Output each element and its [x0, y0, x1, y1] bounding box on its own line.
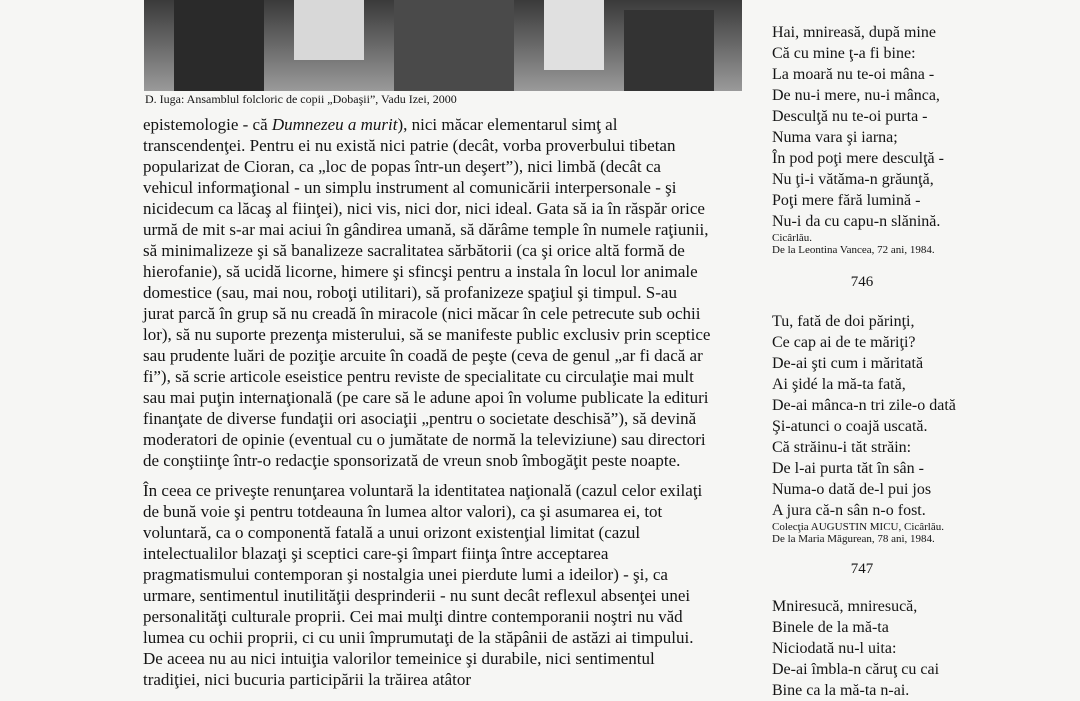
- poem-number: 747: [850, 561, 874, 577]
- text-line: epistemologie - că Dumnezeu a murit), nici măcar elementarul simţ al: [143, 115, 618, 134]
- verse-line: Tu, fată de doi părinţi,: [772, 313, 915, 330]
- text-line: intelectualilor blazaţi şi sceptici care-şi împart fiinţa între acceptarea: [143, 544, 609, 563]
- text-line: de conştiinţe într-o redacţie sponsorizată de vreun snob îmbogăţit peste noapte.: [143, 451, 681, 470]
- text-line: sau mai puţin internaţională (pe care să le adune apoi în volume publicate la edituri: [143, 388, 709, 407]
- text-line: lor), să nu suporte prezenţa misterului, să se manifeste public exclusiv prin sceptice: [143, 325, 711, 344]
- verse-line: Nu-i da cu capu-n slănină.: [772, 213, 941, 230]
- text-line: urmare, sentimentul inutilităţii desprinderii - nu sunt decât reflexul absenţei unei: [143, 586, 691, 605]
- verse-line: De nu-i mere, nu-i mânca,: [772, 87, 940, 104]
- paragraph-2: [143, 480, 743, 690]
- text-line: pragmatismului contemporan şi nostalgia unei pierdute lumi a ideilor) - şi, ca: [143, 565, 668, 584]
- verse-line: De-ai şti cum i măritată: [772, 355, 924, 372]
- text-line: fi”), să scrie articole eseistice pentru reviste de specialitate cu circulaţie mai mult: [143, 367, 694, 386]
- verse-line: Desculţă nu te-oi purta -: [772, 108, 928, 125]
- text-line: sau prudente luări de poziţie arcuite în coadă de peşte (ceva de genul „ar fi dacă ar: [143, 346, 703, 365]
- verse-line: Hai, mnireasă, după mine: [772, 24, 936, 41]
- poem-source: [772, 521, 1012, 545]
- text-line: jurat parcă în grup să nu creadă în miracole (nici măcar în cele petrecute sub ochii: [143, 304, 701, 323]
- text-line: domestice (sau, mai nou, roboţi utilitari), să profanizeze spaţiul şi timpul. S-au: [143, 283, 677, 302]
- poems-column: [772, 22, 1012, 701]
- verse-line: Numa-o dată de-l pui jos: [772, 481, 932, 498]
- verse-line: Numa vara şi iarna;: [772, 129, 898, 146]
- text-line: urmă de mit s-ar mai aciui în gândirea umană, să dărâme temple în numele raţiunii,: [143, 220, 709, 239]
- verse-line: Binele de la mă-ta: [772, 619, 889, 636]
- poem-746: [772, 311, 1012, 545]
- verse-line: Şi-atunci o coajă uscată.: [772, 418, 928, 435]
- text-line: În ceea ce priveşte renunţarea voluntară la identitatea naţională (cazul celor exilaţi: [143, 481, 703, 500]
- text-line: De aceea nu au nici intuiţia valorilor temeinice şi durabile, nici sentimentul: [143, 649, 655, 668]
- text-line: nicidecum ca lăcaş al fiinţei), nici vis, nici dor, nici ideal. Gata să ia în răspăr orice: [143, 199, 705, 218]
- poem-747: [772, 596, 1012, 701]
- source-line: Cicârlău.: [772, 232, 813, 244]
- verse-line: Că cu mine ţ-a fi bine:: [772, 45, 916, 62]
- source-line: De la Maria Măgurean, 78 ani, 1984.: [772, 533, 935, 545]
- text-line: finanţate de diverse fundaţii ori asociaţii „pentru o societate deschisă”), să devină: [143, 409, 697, 428]
- photo-caption: D. Iuga: Ansamblul folcloric de copii „Dobaşii”, Vadu Izei, 2000: [145, 92, 457, 106]
- paragraph-1: [143, 114, 743, 471]
- verse-line: Nu ţi-i vătăma-n grăunţă,: [772, 171, 934, 188]
- text-line: personalităţi culturale proprii. Cei mai mulţi dintre contemporanii noştri nu văd: [143, 607, 683, 626]
- poem-source: [772, 232, 1012, 256]
- verse-line: De-ai mânca-n tri zile-o dată: [772, 397, 956, 414]
- text-line: hierofanie), să ucidă licorne, himere şi sfincşi pentru a instala în locul lor animale: [143, 262, 698, 281]
- verse-line: Poţi mere fără lumină -: [772, 192, 921, 209]
- text-line: voluntară, ca o componentă fatală a unui orizont existenţial limitat (cazul: [143, 523, 641, 542]
- verse-line: Că străinu-i tăt străin:: [772, 439, 912, 456]
- text-line: transcendenţei. Pentru ei nu există nici patrie (decât, vorba proverbului tibetan: [143, 136, 676, 155]
- source-line: Colecţia AUGUSTIN MICU, Cicârlău.: [772, 521, 944, 533]
- poem-number: 746: [850, 274, 874, 290]
- text-line: de bună voie şi pentru totdeauna în lumea altor valori), ca şi asumarea ei, tot: [143, 502, 663, 521]
- source-line: De la Leontina Vancea, 72 ani, 1984.: [772, 244, 935, 256]
- verse-line: În pod poţi mere desculţă -: [772, 150, 944, 167]
- verse-line: Bine ca la mă-ta n-ai.: [772, 682, 910, 699]
- text-line: moderatori de opinie (eventual cu o jumătate de normă la televiziune) sau directori: [143, 430, 706, 449]
- verse-line: Ce cap ai de te măriţi?: [772, 334, 916, 351]
- verse-line: La moară nu te-oi mâna -: [772, 66, 935, 83]
- text-line: popularizat de Cioran, ca „loc de popas într-un deşert”), nici limbă (decât ca: [143, 157, 661, 176]
- verse-line: A jura că-n sân n-o fost.: [772, 502, 926, 519]
- verse-line: De l-ai purta tăt în sân -: [772, 460, 924, 477]
- poem-745: [772, 22, 1012, 256]
- verse-line: De-ai îmbla-n căruţ cu cai: [772, 661, 940, 678]
- text-line: lumea cu ochii proprii, ci cu unii împrumutaţi de la stăpânii de astăzi ai timpului.: [143, 628, 694, 647]
- main-text: [143, 114, 743, 690]
- photograph: [144, 0, 742, 91]
- verse-line: Ai şidé la mă-ta fată,: [772, 376, 906, 393]
- text-line: tradiţiei, nici bucuria participării la trăirea atâtor: [143, 670, 472, 689]
- text-line: să minimalizeze şi să banalizeze sacralitatea sărbătorii (ca şi orice altă formă de: [143, 241, 685, 260]
- verse-line: Mniresucă, mniresucă,: [772, 598, 918, 615]
- verse-line: Niciodată nu-l uita:: [772, 640, 897, 657]
- text-line: vehicul informaţional - un simplu instrument al comunicării interpersonale - şi: [143, 178, 677, 197]
